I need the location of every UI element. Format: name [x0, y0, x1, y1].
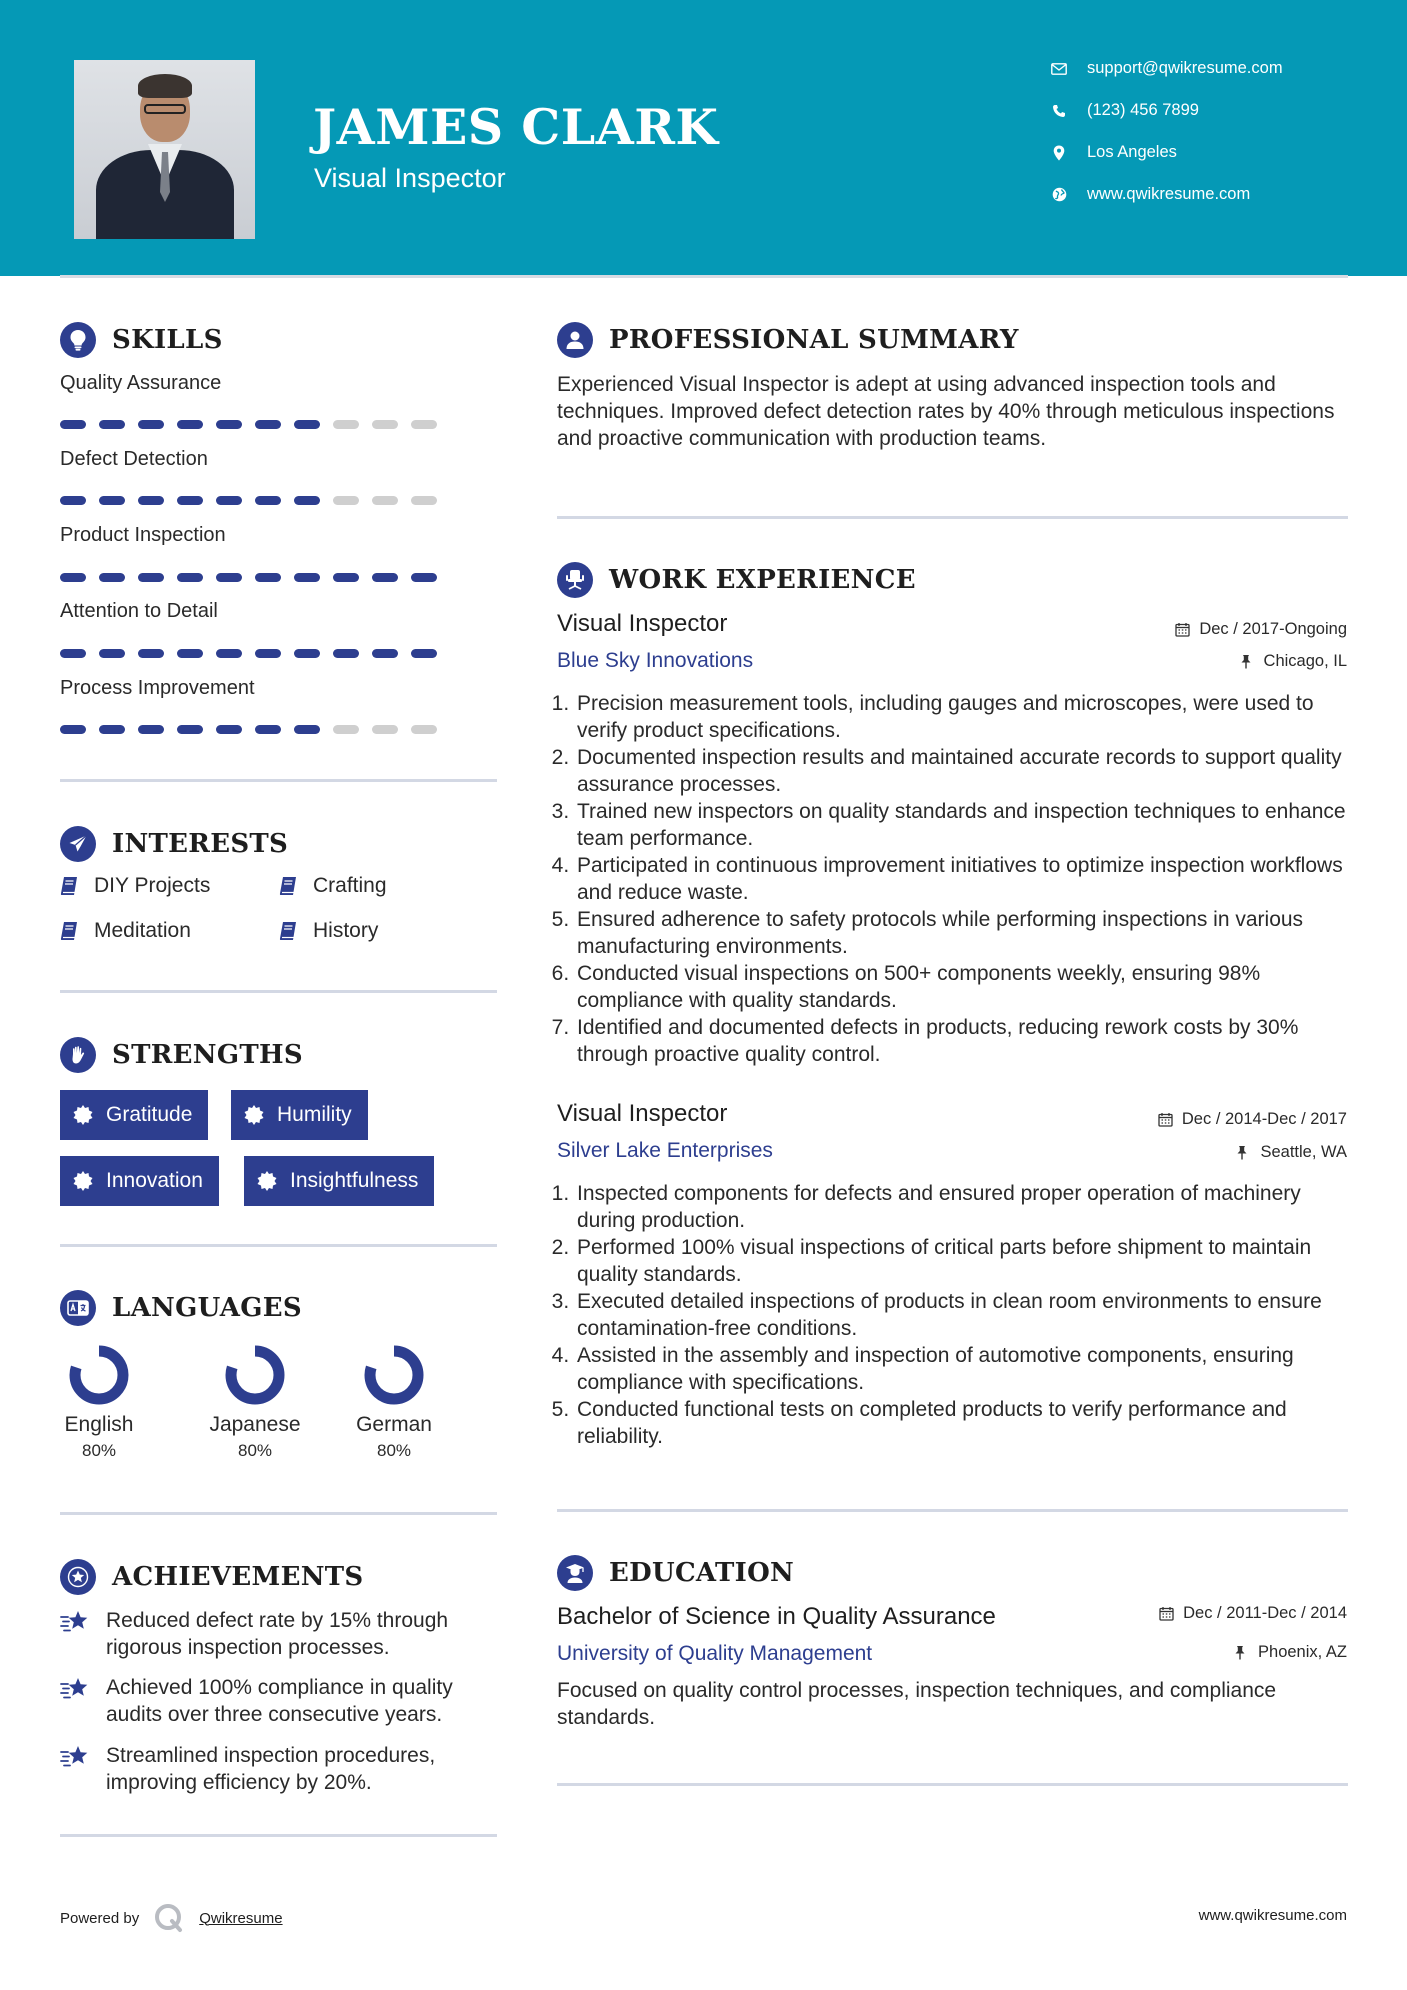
language-percent: 80%: [81, 1441, 117, 1460]
responsibility-item: 3. Executed detailed inspections of products in clean room environments to ensure contamination-free conditions.: [575, 1288, 1347, 1342]
shooting-star-icon: [60, 1609, 92, 1635]
skill-dot: [99, 649, 125, 658]
job-responsibilities: [557, 1180, 1347, 1450]
skill-dot: [138, 420, 164, 429]
skill-name: Attention to Detail: [60, 600, 218, 622]
contact-location: [1050, 143, 1177, 162]
skill-dot: [177, 725, 203, 734]
strength-chip: [244, 1156, 434, 1206]
skill-dot: [99, 573, 125, 582]
responsibility-item: 7. Identified and documented defects in products, reducing rework costs by 30% through proactive quality control.: [575, 1014, 1347, 1068]
job-location: [1236, 1143, 1347, 1162]
interest-label: History: [313, 919, 379, 942]
summary-text: Experienced Visual Inspector is adept at using advanced inspection tools and techniques. Improved defect detection rates by 40% through meticulous inspections and proactive communication with production teams.: [557, 373, 1335, 450]
section-divider: [557, 1783, 1348, 1786]
pushpin-icon: [1240, 654, 1256, 670]
map-pin-icon: [1050, 144, 1068, 162]
skill-dot: [372, 573, 398, 582]
skill-name: Process Improvement: [60, 677, 255, 699]
skill-dot: [177, 496, 203, 505]
skill-dot: [294, 573, 320, 582]
skill-dot: [60, 649, 86, 658]
pushpin-icon: [1236, 1145, 1252, 1161]
globe-icon: [1050, 186, 1068, 204]
footer-website[interactable]: www.qwikresume.com: [1198, 1907, 1347, 1924]
skill-dot: [216, 496, 242, 505]
skill-dot: [138, 725, 164, 734]
section-divider: [557, 516, 1348, 519]
contact-website[interactable]: [1050, 185, 1250, 204]
skill-name: Defect Detection: [60, 448, 208, 470]
contact-phone[interactable]: [1050, 101, 1199, 120]
book-icon: [60, 876, 80, 896]
job-responsibilities: [557, 690, 1347, 1068]
skill-dot: [177, 420, 203, 429]
envelope-icon: [1050, 60, 1068, 78]
footer-powered-by: [60, 1902, 283, 1934]
job-dates-text: Dec / 2014-Dec / 2017: [1181, 1110, 1347, 1128]
phone-icon: [1050, 102, 1068, 120]
responsibility-item: 2. Documented inspection results and maintained accurate records to support quality assurance processes.: [575, 744, 1347, 798]
skill-dot: [99, 725, 125, 734]
candidate-role: Visual Inspector: [314, 163, 506, 193]
book-icon: [60, 921, 80, 941]
skill-dot: [60, 420, 86, 429]
job-title: Visual Inspector: [557, 1100, 728, 1127]
badge-burst-icon: [256, 1170, 278, 1192]
skill-dot: [333, 496, 359, 505]
language-item: [339, 1343, 449, 1461]
contact-location-text: Los Angeles: [1087, 143, 1177, 161]
job-dates-text: Dec / 2017-Ongoing: [1199, 620, 1347, 638]
education-description: Focused on quality control processes, inspection techniques, and compliance standards.: [557, 1679, 1277, 1729]
skill-rating: [60, 649, 437, 658]
graduate-icon: [557, 1555, 593, 1591]
candidate-name: JAMES CLARK: [313, 98, 719, 156]
interest-item: [60, 874, 210, 898]
skill-dot: [255, 420, 281, 429]
interests-heading: [60, 826, 288, 862]
language-progress-ring: [362, 1343, 426, 1407]
badge-burst-icon: [243, 1104, 265, 1126]
achievement-text: Achieved 100% compliance in quality audits over three consecutive years.: [106, 1676, 453, 1726]
user-icon: [557, 322, 593, 358]
skill-dot: [255, 649, 281, 658]
strength-chip: [231, 1090, 368, 1140]
job-dates: [1175, 620, 1347, 639]
skill-dot: [255, 725, 281, 734]
skill-dot: [138, 649, 164, 658]
calendar-icon: [1175, 622, 1191, 638]
achievement-item: [60, 1742, 500, 1796]
skill-rating: [60, 573, 437, 582]
summary-heading: [557, 322, 1019, 358]
language-name: Japanese: [209, 1413, 301, 1436]
skill-dot: [177, 649, 203, 658]
skill-dot: [255, 496, 281, 505]
languages-title: LANGUAGES: [112, 1293, 302, 1323]
skill-dot: [216, 649, 242, 658]
book-icon: [279, 876, 299, 896]
experience-heading: [557, 562, 916, 598]
badge-burst-icon: [72, 1170, 94, 1192]
qwikresume-logo-icon: [153, 1902, 185, 1934]
achievement-item: [60, 1674, 500, 1728]
degree-title: Bachelor of Science in Quality Assurance: [557, 1603, 996, 1630]
strength-chip: [60, 1090, 208, 1140]
star-icon: [60, 1559, 96, 1595]
strengths-title: STRENGTHS: [112, 1040, 303, 1070]
interest-label: DIY Projects: [94, 874, 211, 897]
section-divider: [60, 779, 497, 782]
language-item: [44, 1343, 154, 1461]
language-percent: 80%: [237, 1441, 273, 1460]
skill-dot: [216, 573, 242, 582]
language-percent: 80%: [376, 1441, 412, 1460]
language-progress-ring: [67, 1343, 131, 1407]
skill-name: Quality Assurance: [60, 372, 222, 394]
skill-dot: [372, 649, 398, 658]
education-location: [1234, 1643, 1347, 1662]
strength-chip: [60, 1156, 219, 1206]
skill-dot: [372, 420, 398, 429]
skill-dot: [99, 420, 125, 429]
skill-rating: [60, 420, 437, 429]
badge-burst-icon: [72, 1104, 94, 1126]
skill-dot: [294, 420, 320, 429]
skill-dot: [372, 725, 398, 734]
contact-phone-text: (123) 456 7899: [1087, 101, 1199, 119]
strength-label: Insightfulness: [290, 1169, 419, 1192]
company-name: Blue Sky Innovations: [557, 649, 754, 672]
header-banner: [0, 0, 1407, 276]
lightbulb-icon: [60, 322, 96, 358]
section-divider: [60, 990, 497, 993]
summary-title: PROFESSIONAL SUMMARY: [609, 325, 1019, 355]
contact-email[interactable]: [1050, 59, 1283, 78]
strength-label: Innovation: [106, 1169, 203, 1192]
calendar-icon: [1158, 1112, 1174, 1128]
education-dates-text: Dec / 2011-Dec / 2014: [1183, 1604, 1347, 1622]
skill-dot: [177, 573, 203, 582]
education-location-text: Phoenix, AZ: [1258, 1643, 1347, 1661]
interest-item: [279, 919, 378, 943]
company-name: Silver Lake Enterprises: [557, 1139, 773, 1162]
responsibility-item: 6. Conducted visual inspections on 500+ components weekly, ensuring 98% compliance with quality standards.: [575, 960, 1347, 1014]
skills-title: SKILLS: [112, 325, 223, 355]
skill-dot: [255, 573, 281, 582]
calendar-icon: [1159, 1606, 1175, 1622]
header-divider: [60, 275, 1348, 278]
responsibility-item: 4. Participated in continuous improvement initiatives to optimize inspection workflows and reduce waste.: [575, 852, 1347, 906]
skill-dot: [60, 573, 86, 582]
book-icon: [279, 921, 299, 941]
languages-heading: [60, 1290, 302, 1326]
strength-label: Gratitude: [106, 1103, 193, 1126]
strengths-heading: [60, 1037, 303, 1073]
job-location: [1240, 652, 1347, 671]
language-item: [200, 1343, 310, 1461]
skill-rating: [60, 725, 437, 734]
responsibility-item: 1. Inspected components for defects and ensured proper operation of machinery during production.: [575, 1180, 1347, 1234]
powered-by-label: Powered by: [60, 1909, 140, 1927]
shooting-star-icon: [60, 1744, 92, 1770]
interest-item: [279, 874, 387, 898]
skill-dot: [60, 496, 86, 505]
skill-dot: [216, 420, 242, 429]
language-progress-ring: [223, 1343, 287, 1407]
skill-dot: [216, 725, 242, 734]
skill-dot: [138, 496, 164, 505]
contact-email-text: support@qwikresume.com: [1087, 59, 1283, 77]
education-heading: [557, 1555, 794, 1591]
section-divider: [60, 1834, 497, 1837]
responsibility-item: 2. Performed 100% visual inspections of critical parts before shipment to maintain quality standards.: [575, 1234, 1347, 1288]
responsibility-item: 5. Ensured adherence to safety protocols while performing inspections in various manufacturing environments.: [575, 906, 1347, 960]
section-divider: [60, 1244, 497, 1247]
section-divider: [60, 1512, 497, 1515]
skill-dot: [333, 573, 359, 582]
raised-hand-icon: [60, 1037, 96, 1073]
achievement-item: [60, 1607, 500, 1661]
skill-dot: [294, 496, 320, 505]
responsibility-item: 1. Precision measurement tools, including gauges and microscopes, were used to verify product specifications.: [575, 690, 1347, 744]
skills-heading: [60, 322, 223, 358]
language-icon: [60, 1290, 96, 1326]
job-location-text: Chicago, IL: [1263, 652, 1347, 670]
interest-label: Crafting: [313, 874, 387, 897]
skill-dot: [411, 725, 437, 734]
skill-dot: [372, 496, 398, 505]
responsibility-item: 3. Trained new inspectors on quality standards and inspection techniques to enhance team performance.: [575, 798, 1347, 852]
profile-photo: [74, 60, 255, 239]
language-name: German: [356, 1413, 432, 1436]
education-title: EDUCATION: [609, 1558, 795, 1588]
skill-dot: [411, 649, 437, 658]
contact-website-text: www.qwikresume.com: [1087, 185, 1251, 203]
skill-dot: [138, 573, 164, 582]
interest-item: [60, 919, 191, 943]
responsibility-item: 5. Conducted functional tests on completed products to verify performance and reliability.: [575, 1396, 1347, 1450]
skill-dot: [411, 496, 437, 505]
qwikresume-link[interactable]: Qwikresume: [199, 1909, 283, 1927]
strength-label: Humility: [277, 1103, 352, 1126]
achievements-heading: [60, 1559, 364, 1595]
school-name: University of Quality Management: [557, 1642, 873, 1665]
skill-dot: [411, 420, 437, 429]
skill-dot: [294, 649, 320, 658]
pushpin-icon: [1234, 1645, 1250, 1661]
office-chair-icon: [557, 562, 593, 598]
skill-dot: [333, 649, 359, 658]
skill-name: Product Inspection: [60, 524, 226, 546]
skill-rating: [60, 496, 437, 505]
experience-title: WORK EXPERIENCE: [609, 565, 916, 595]
achievement-text: Reduced defect rate by 15% through rigorous inspection processes.: [106, 1609, 449, 1659]
interests-title: INTERESTS: [112, 829, 289, 859]
skill-dot: [60, 725, 86, 734]
skill-dot: [333, 420, 359, 429]
shooting-star-icon: [60, 1676, 92, 1702]
achievements-title: ACHIEVEMENTS: [112, 1562, 364, 1592]
section-divider: [557, 1509, 1348, 1512]
education-dates: [1159, 1604, 1347, 1623]
skill-dot: [99, 496, 125, 505]
job-title: Visual Inspector: [557, 610, 728, 637]
language-name: English: [64, 1413, 134, 1436]
paper-plane-icon: [60, 826, 96, 862]
skill-dot: [294, 725, 320, 734]
interest-label: Meditation: [94, 919, 191, 942]
skill-dot: [333, 725, 359, 734]
responsibility-item: 4. Assisted in the assembly and inspection of automotive components, ensuring compliance with specifications.: [575, 1342, 1347, 1396]
skill-dot: [411, 573, 437, 582]
achievement-text: Streamlined inspection procedures, improving efficiency by 20%.: [106, 1744, 436, 1794]
job-location-text: Seattle, WA: [1260, 1143, 1347, 1161]
job-dates: [1158, 1110, 1347, 1129]
